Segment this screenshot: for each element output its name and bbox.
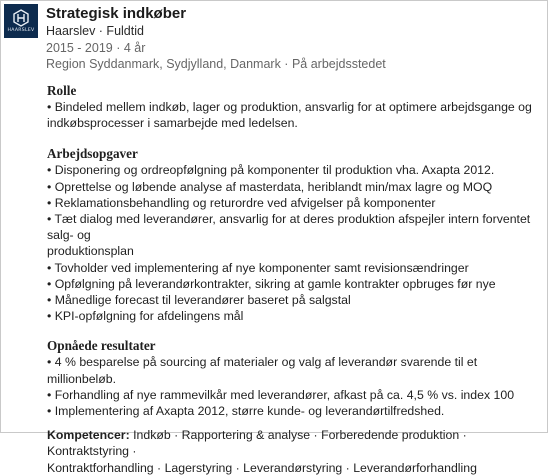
task-item: • Månedlige forecast til leverandører baseret på salgstal [47, 293, 351, 308]
task-item: • Opfølgning på leverandørkontrakter, sikring at gamle kontrakter opbruges før nye [47, 276, 496, 291]
section-heading-rolle: Rolle [47, 83, 77, 98]
task-item: produktionsplan [47, 244, 134, 259]
position-description [47, 83, 544, 476]
company-logo-icon [12, 9, 30, 27]
task-item: • Disponering og ordreopfølgning på komponenter til produktion vha. Axapta 2012. [47, 163, 495, 178]
task-item: • KPI-opfølgning for afdelingens mål [47, 309, 244, 324]
company-employment-type[interactable]: Haarslev · Fuldtid [46, 24, 144, 38]
result-item: • Forhandling af nye rammevilkår med leverandører, afkast på ca. 4,5 % vs. index 100 [47, 387, 515, 402]
task-item: • Tæt dialog med leverandører, ansvarlig for at deres produktion afspejler intern forventet salg- og [47, 212, 531, 243]
task-item: • Oprettelse og løbende analyse af masterdata, heriblandt min/max lagre og MOQ [47, 179, 493, 194]
result-item: • 4 % besparelse på sourcing af materialer og valg af leverandør svarende til et millionbeløb. [47, 355, 478, 386]
skills-line[interactable] [47, 427, 544, 459]
skills-list: Indkøb · Rapportering & analyse · Forberedende produktion · Kontraktstyring · [47, 428, 467, 459]
position-title[interactable]: Strategisk indkøber [46, 5, 187, 22]
rolle-line: indkøbsprocesser i samarbejde med ledelsen. [47, 116, 298, 131]
company-logo[interactable] [4, 4, 38, 38]
section-heading-arbejdsopgaver: Arbejdsopgaver [47, 146, 138, 162]
task-item: • Tovholder ved implementering af nye komponenter samt revisionsændringer [47, 260, 469, 275]
section-heading-resultater: Opnåede resultater [47, 338, 156, 354]
location: Region Syddanmark, Sydjylland, Danmark · På arbejdsstedet [46, 57, 386, 71]
position-header [46, 4, 542, 73]
skills-label: Kompetencer: [47, 428, 130, 443]
skills-line-2[interactable]: Kontraktforhandling · Lagerstyring · Leverandørstyring · Leverandørforhandling [47, 460, 477, 475]
date-range: 2015 - 2019 · 4 år [46, 40, 146, 55]
rolle-line: • Bindeled mellem indkøb, lager og produktion, ansvarlig for at optimere arbejdsgange og [47, 100, 532, 114]
result-item: • Implementering af Axapta 2012, større kunde- og leverandørtilfredshed. [47, 404, 445, 419]
task-item: • Reklamationsbehandling og returordre ved afvigelser på komponenter [47, 195, 436, 210]
logo-wordmark: HAARSLEV [7, 28, 35, 33]
